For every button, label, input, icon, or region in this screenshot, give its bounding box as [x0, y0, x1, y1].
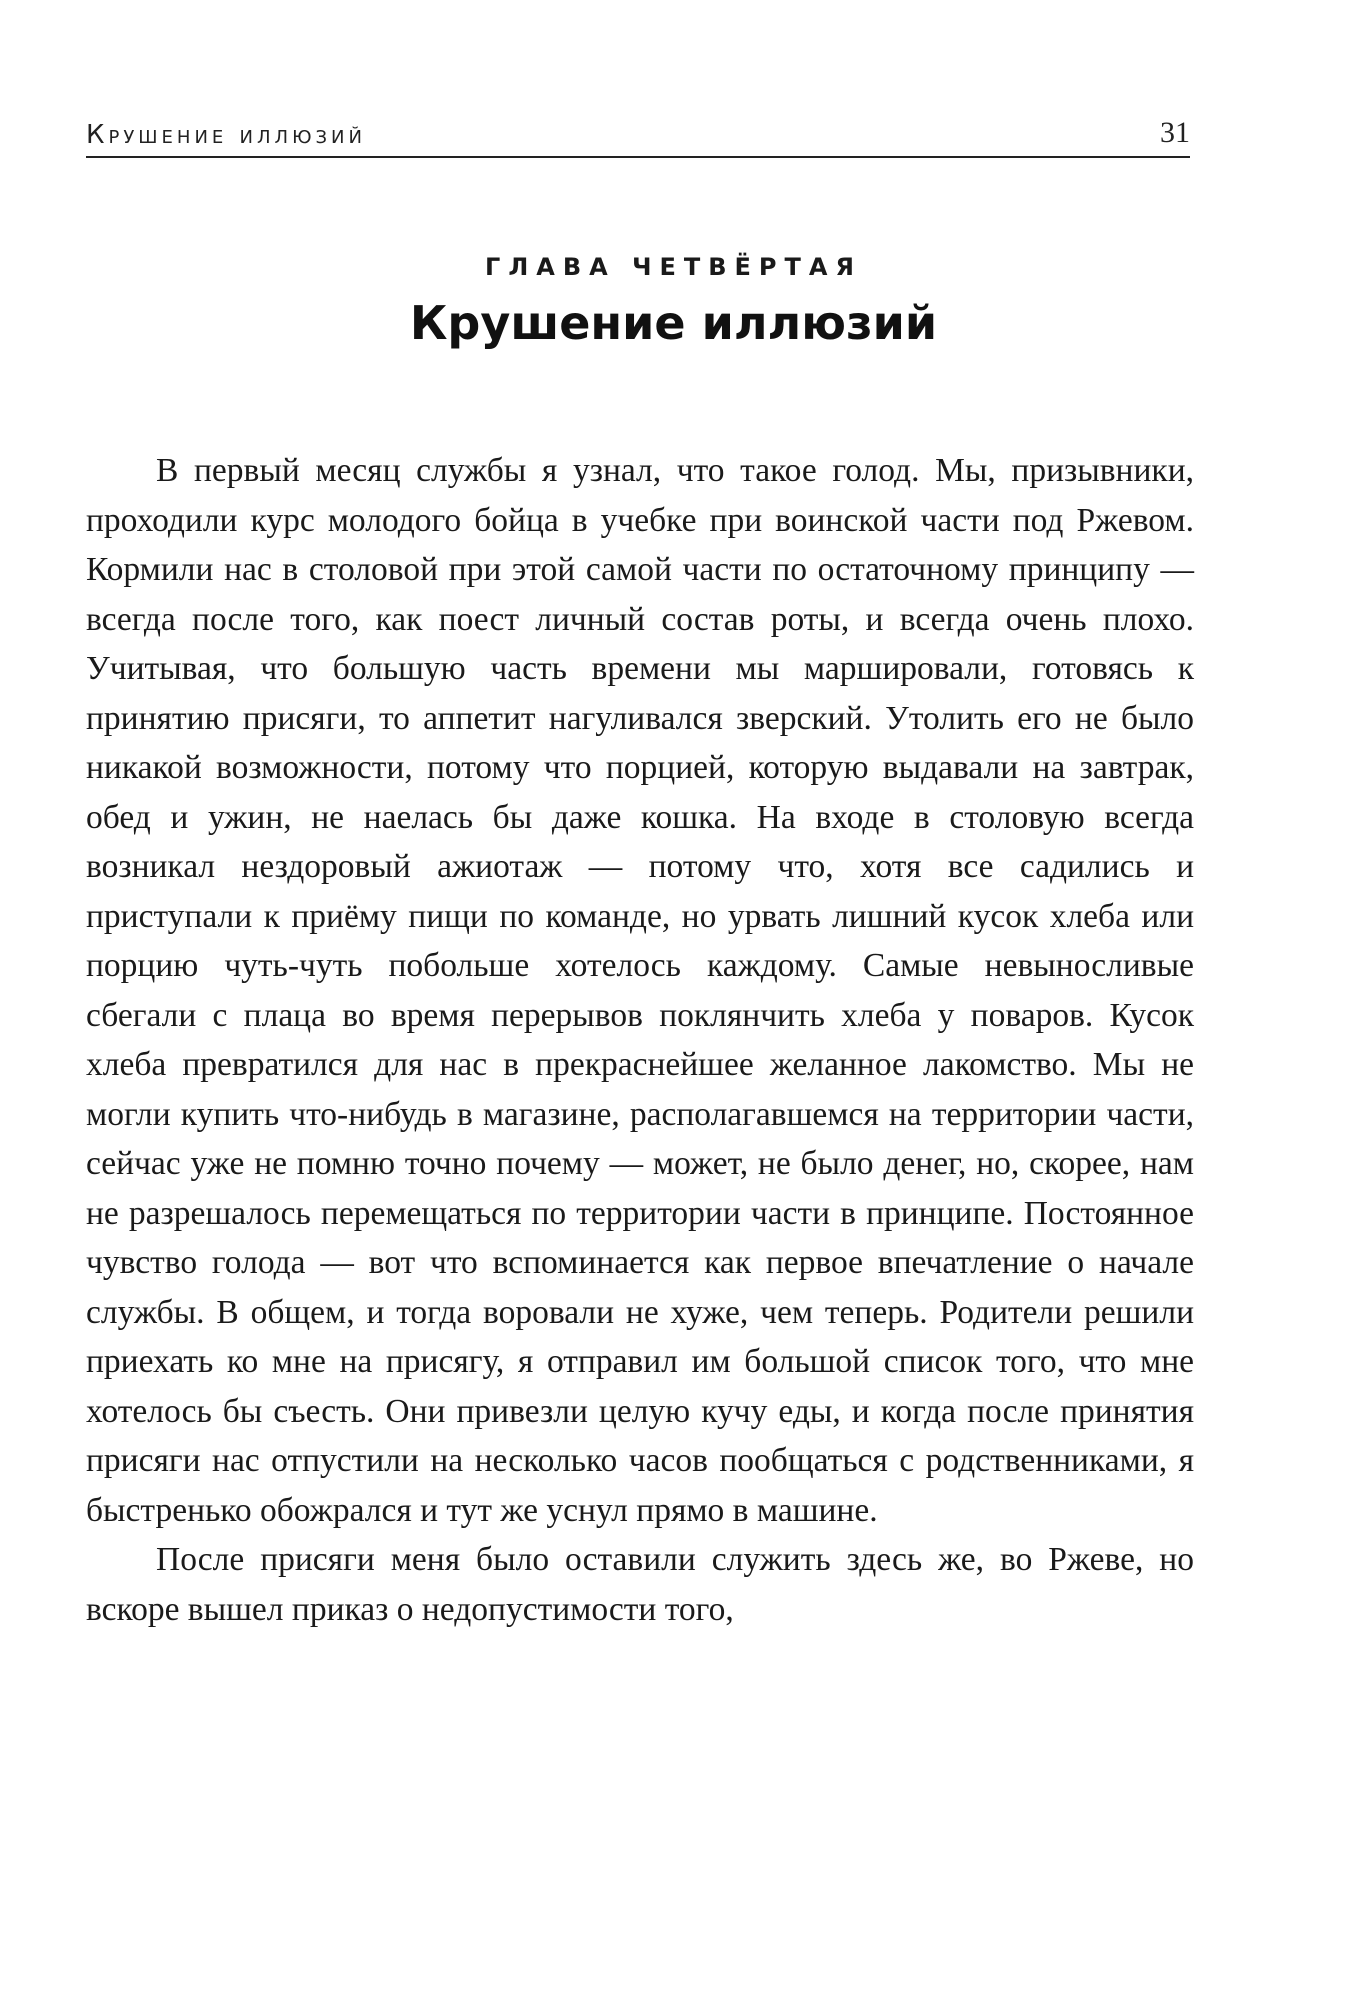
body-text: [86, 446, 1194, 1634]
running-title: Крушение иллюзий: [86, 120, 366, 150]
paragraph: В первый месяц службы я узнал, что такое голод. Мы, призывники, проходили курс молодого бойца в учебке при воинской части под Ржевом. Кормили нас в столовой при этой самой части по остаточному принципу — всегда после того, как поест личный состав роты, и всегда очень плохо. Учитывая, что большую часть времени мы маршировали, готовясь к принятию присяги, то аппетит нагуливался зверский. Утолить его не было никакой возможности, потому что порцией, которую выдавали на завтрак, обед и ужин, не наелась бы даже кошка. На входе в столовую всегда возникал нездоровый ажиотаж — потому что, хотя все садились и приступали к приёму пищи по команде, но урвать лишний кусок хлеба или порцию чуть-чуть побольше хотелось каждому. Самые невыносливые сбегали с плаца во время перерывов поклянчить хлеба у поваров. Кусок хлеба превратился для нас в прекраснейшее желанное лакомство. Мы не могли купить что-нибудь в магазине, располагавшемся на территории части, сейчас уже не помню точно почему — может, не было денег, но, скорее, нам не разрешалось перемещаться по территории части в принципе. Постоянное чувство голода — вот что вспоминается как первое впечатление о начале службы. В общем, и тогда воровали не хуже, чем теперь. Родители решили приехать ко мне на присягу, я отправил им большой список того, что мне хотелось бы съесть. Они привезли целую кучу еды, и когда после принятия присяги нас отпустили на несколько часов пообщаться с родственниками, я быстренько обожрался и тут же уснул прямо в машине.: [86, 452, 1194, 1529]
chapter-label: ГЛАВА ЧЕТВЁРТАЯ: [485, 253, 862, 281]
paragraph: После присяги меня было оставили служить здесь же, во Ржеве, но вскоре вышел приказ о недопустимости того,: [86, 1541, 1194, 1628]
running-head: [86, 112, 1190, 158]
page-number: 31: [1160, 116, 1190, 149]
chapter-title: Крушение иллюзий: [409, 296, 938, 350]
